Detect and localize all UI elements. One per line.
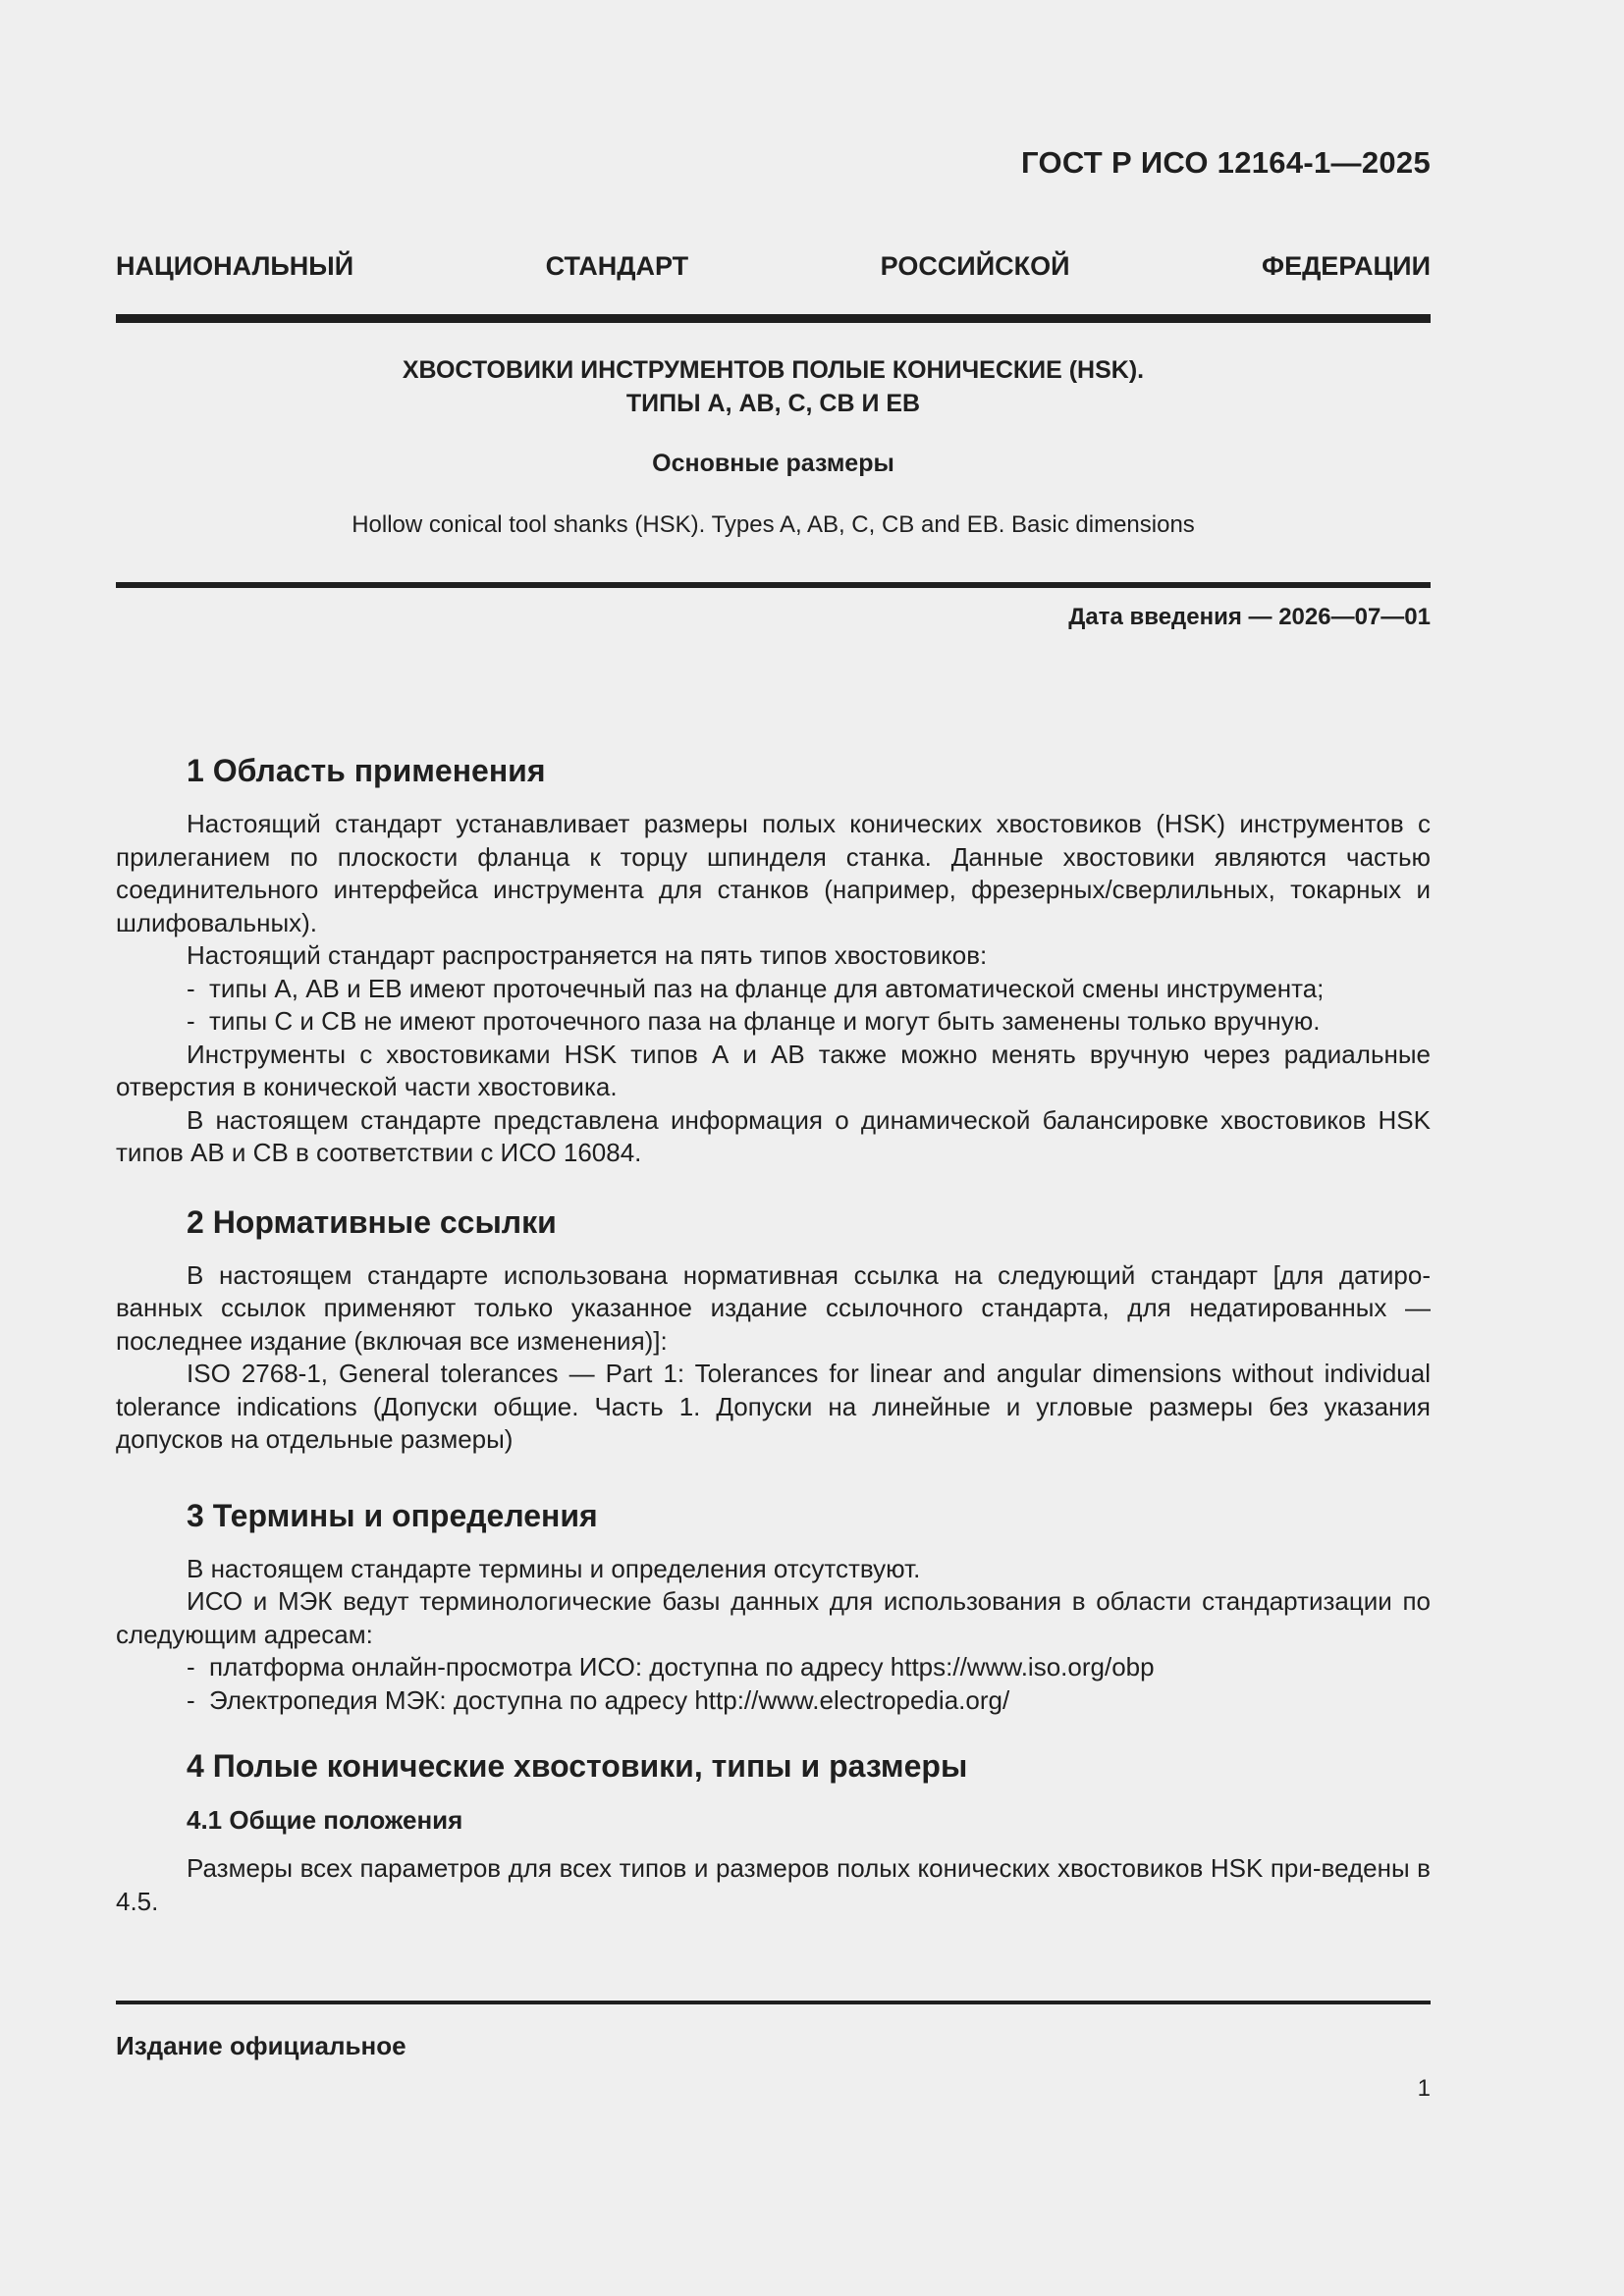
title-line-2: ТИПЫ А, АВ, С, СВ И ЕВ: [625, 390, 921, 417]
list-item-text: Электропедия МЭК: доступна по адресу http://www.electropedia.org/: [209, 1684, 1010, 1715]
list-item-text: типы А, АВ и ЕВ имеют проточечный паз на фланце для автоматической смены инструмента;: [209, 973, 1325, 1003]
terminology-sources-list: [116, 1651, 1431, 1717]
section-scope: [116, 751, 1431, 1170]
section-heading: 2 Нормативные ссылки: [187, 1203, 557, 1240]
list-item-text: типы С и СВ не имеют проточечного паза на фланце и могут быть заменены только вручную.: [209, 1006, 1321, 1036]
section-terms-definitions: [116, 1496, 1431, 1718]
section-hollow-shanks: [116, 1746, 1431, 1918]
section-heading: 4 Полые конические хвостовики, типы и размеры: [187, 1748, 968, 1784]
paragraph: ISO 2768-1, General tolerances — Part 1: Tolerances for linear and angular dimensions without individual tolerance indications (Допуски общие. Часть 1. Допуски на линейные и угловые размеры без указания допусков на отдельные размеры): [116, 1359, 1431, 1454]
paragraph: Настоящий стандарт устанавливает размеры полых конических хвостовиков (HSK) инструментов с прилеганием по плоскости фланца к торцу шпинделя станка. Данные хвостовики являются частью соединительного интерфейса инструмента для станков (например, фрезерных/сверлильных, токарных и шлифовальных).: [116, 809, 1431, 937]
title-line-1: ХВОСТОВИКИ ИНСТРУМЕНТОВ ПОЛЫЕ КОНИЧЕСКИЕ (HSK).: [402, 356, 1145, 384]
paragraph: Размеры всех параметров для всех типов и размеров полых конических хвостовиков HSK при-ведены в 4.5.: [116, 1853, 1431, 1916]
paragraph: В настоящем стандарте представлена информация о динамической балансировке хвостовиков HSK типов АВ и СВ в соответствии с ИСО 16084.: [116, 1104, 1431, 1167]
page-number: 1: [1417, 2075, 1431, 2102]
section-heading: 1 Область применения: [187, 753, 546, 788]
document-subtitle: Основные размеры: [652, 450, 894, 477]
paragraph: В настоящем стандарте термины и определения отсутствуют.: [187, 1553, 921, 1583]
shank-types-list: [116, 973, 1431, 1039]
list-dash: -: [187, 1684, 195, 1715]
document-body: [116, 751, 1431, 1918]
list-dash: -: [187, 1006, 195, 1036]
introduction-date: Дата введения — 2026—07—01: [1068, 604, 1431, 630]
paragraph: Настоящий стандарт распространяется на пять типов хвостовиков:: [187, 940, 988, 970]
list-item: [116, 1651, 1431, 1684]
top-rule: [116, 314, 1431, 323]
standard-number: ГОСТ Р ИСО 12164-1—2025: [1021, 145, 1431, 180]
section-heading: 3 Термины и определения: [187, 1497, 598, 1533]
list-dash: -: [187, 1652, 195, 1682]
subsection-heading: 4.1 Общие положения: [187, 1805, 463, 1835]
list-dash: -: [187, 973, 195, 1003]
middle-rule: [116, 582, 1431, 588]
section-normative-references: [116, 1202, 1431, 1457]
list-item-text: платформа онлайн-просмотра ИСО: доступна по адресу https://www.iso.org/obp: [209, 1652, 1155, 1682]
english-title: Hollow conical tool shanks (HSK). Types A, AB, C, CB and EB. Basic dimensions: [352, 511, 1195, 538]
list-item: [116, 1684, 1431, 1718]
paragraph: В настоящем стандарте использована нормативная ссылка на следующий стандарт [для датиро-ванных ссылок применяют только указанное издание ссылочного стандарта, для недатированных — последнее издание (включая все изменения)]:: [116, 1259, 1431, 1356]
document-title: [116, 353, 1431, 420]
paragraph: ИСО и МЭК ведут терминологические базы данных для использования в области стандартизации по следующим адресам:: [116, 1586, 1431, 1649]
list-item: [116, 1005, 1431, 1039]
official-edition-label: Издание официальное: [116, 2031, 406, 2060]
paragraph: Инструменты с хвостовиками HSK типов А и АВ также можно менять вручную через радиальные отверстия в конической части хвостовика.: [116, 1039, 1431, 1101]
list-item: [116, 973, 1431, 1006]
national-standard-banner: НАЦИОНАЛЬНЫЙ СТАНДАРТ РОССИЙСКОЙ ФЕДЕРАЦИИ: [116, 251, 1431, 281]
bottom-rule: [116, 2001, 1431, 2004]
